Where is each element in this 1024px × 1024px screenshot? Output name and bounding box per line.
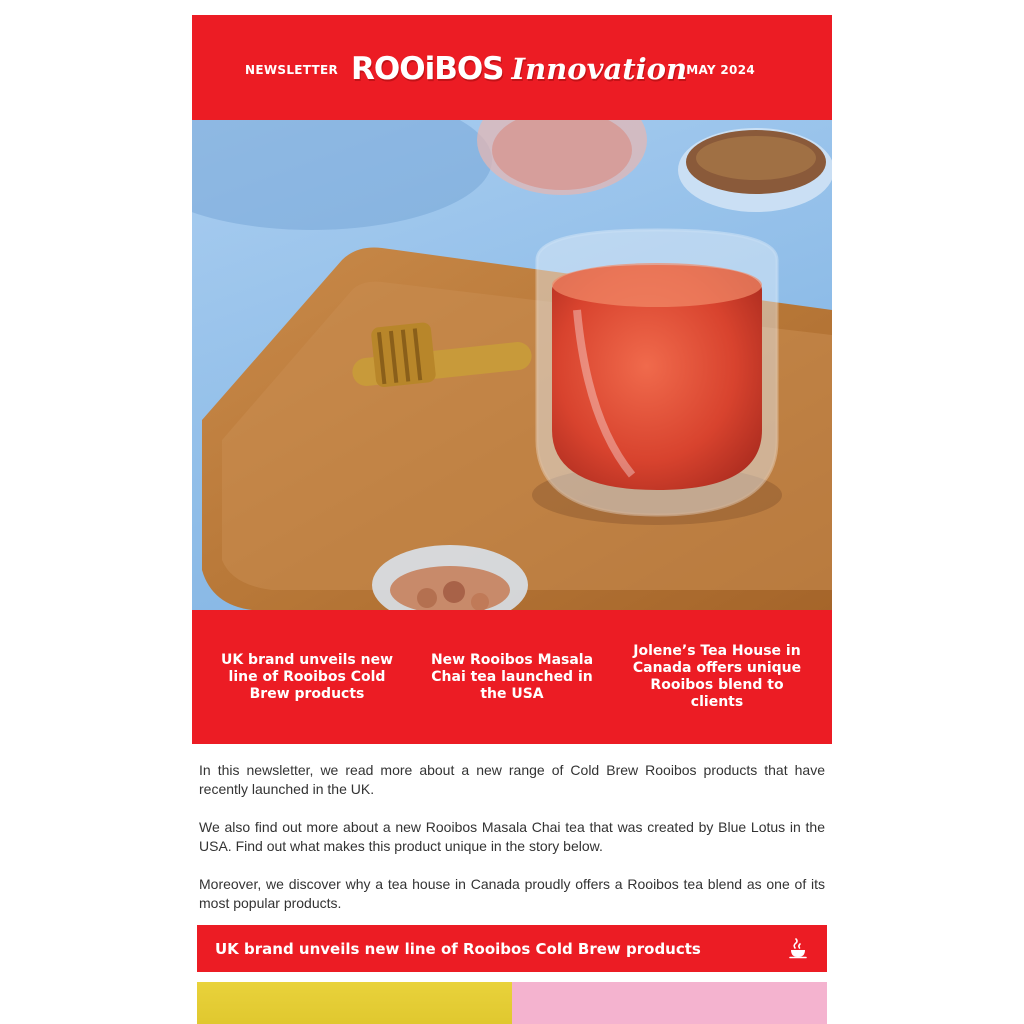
newsletter-label: NEWSLETTER — [245, 63, 339, 77]
tea-glass-photo-illustration — [192, 120, 832, 610]
newsletter-container — [192, 15, 832, 932]
hero-image — [192, 120, 832, 610]
section-header-cold-brew[interactable] — [197, 925, 827, 972]
intro-paragraph-1: In this newsletter, we read more about a new range of Cold Brew Rooibos products that have recently launched in the UK. — [199, 762, 825, 797]
newsletter-header — [192, 15, 832, 120]
issue-date: MAY 2024 — [686, 63, 755, 77]
article-image-right-panel — [512, 982, 827, 1024]
headline-strip — [192, 610, 832, 744]
steaming-cup-icon — [787, 938, 809, 960]
intro-paragraph-2: We also find out more about a new Rooibos Masala Chai tea that was created by Blue Lotus in the USA. Find out what makes this product unique in the story below. — [199, 819, 825, 854]
rooibos-innovation-logo[interactable] — [351, 51, 687, 91]
article-image-left-panel — [197, 982, 512, 1024]
section-title: UK brand unveils new line of Rooibos Cold Brew products — [215, 939, 701, 958]
intro-text — [192, 744, 832, 913]
logo-script: Innovation — [511, 52, 688, 86]
article-image-cold-brew — [197, 982, 827, 1024]
headline-link-masala-chai[interactable]: New Rooibos Masala Chai tea launched in the USA — [430, 651, 594, 702]
logo-wordmark: ROOiBOS — [351, 51, 504, 87]
headline-link-jolenes-tea-house[interactable]: Jolene’s Tea House in Canada offers unique Rooibos blend to clients — [632, 643, 802, 710]
intro-paragraph-3: Moreover, we discover why a tea house in Canada proudly offers a Rooibos tea blend as one of its most popular products. — [199, 876, 825, 911]
headline-link-cold-brew[interactable]: UK brand unveils new line of Rooibos Cold Brew products — [220, 651, 394, 702]
